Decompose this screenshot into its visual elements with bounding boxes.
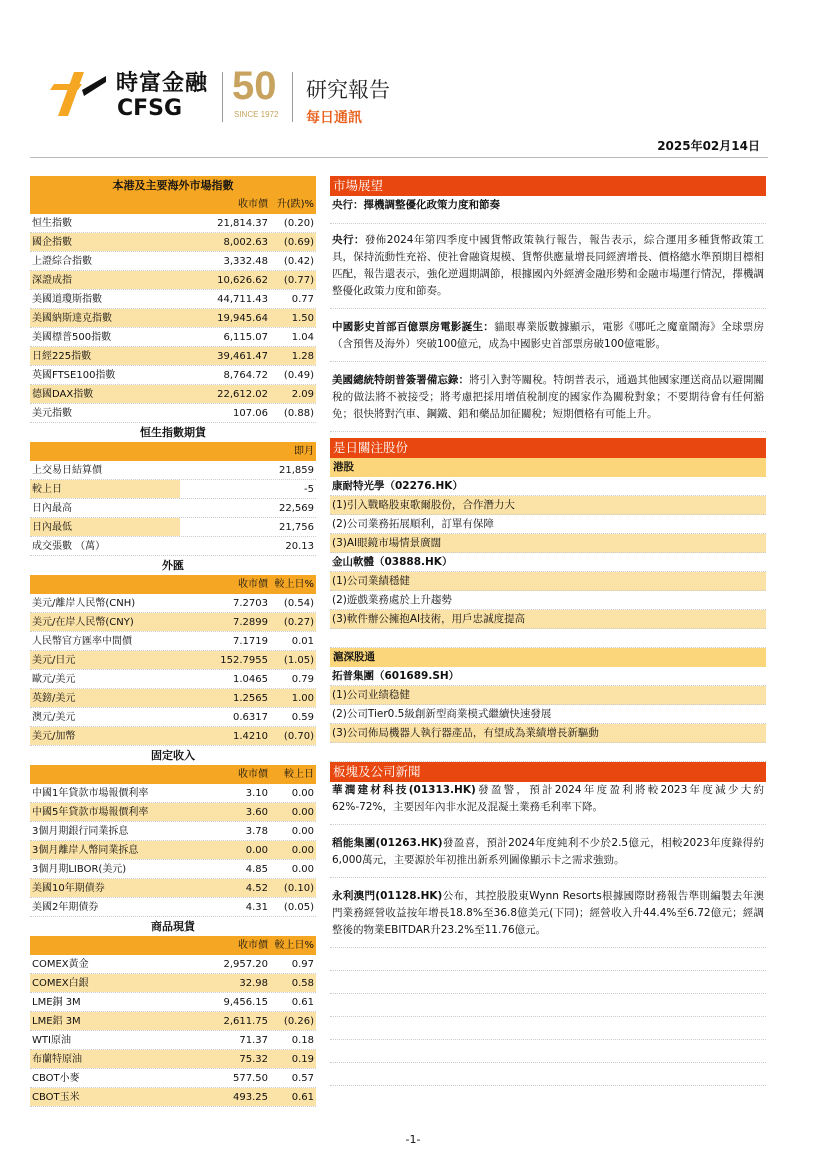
row-value: 75.32 (180, 1050, 272, 1068)
outlook-paragraph (330, 319, 766, 353)
stock-point: (3)公司佈局機器人執行器產品，有望成為業績增長新驅動 (330, 724, 766, 743)
row-value: 9,456.15 (223, 997, 268, 1008)
col-spot-month: 即月 (294, 446, 314, 457)
row-change: 0.58 (272, 974, 316, 992)
row-label: 美元/離岸人民幣(CNH) (32, 598, 136, 609)
row-change: (0.20) (283, 218, 314, 229)
fixed-income-header (30, 765, 316, 784)
col-close: 收市價 (238, 579, 268, 590)
table-row (30, 955, 316, 974)
row-change: 0.19 (272, 1050, 316, 1068)
table-row (30, 974, 316, 993)
outlook-paragraph (330, 232, 766, 300)
row-label: 上交易日結算價 (32, 465, 102, 476)
row-label: 日內最高 (32, 503, 72, 514)
col-change: 較上日% (274, 940, 314, 951)
table-row (30, 461, 316, 480)
futures-rows (30, 461, 316, 556)
row-label: 成交張數 （萬） (32, 541, 106, 552)
para-lead: 永利澳門(01128.HK) (332, 890, 443, 902)
divider (330, 423, 766, 432)
row-value: 3.10 (245, 788, 268, 799)
table-row (30, 594, 316, 613)
stock-point: (3)AI眼鏡市場情景廣闊 (330, 534, 766, 553)
col-close: 收市價 (238, 199, 268, 210)
table-row (30, 290, 316, 309)
table-row (30, 499, 316, 518)
page-number: -1- (405, 1133, 421, 1146)
row-change: 0.18 (291, 1035, 314, 1046)
row-value: 2,611.75 (180, 1012, 272, 1030)
table-row (30, 651, 316, 670)
since-1972-label: SINCE 1972 (234, 110, 279, 119)
news-paragraph (330, 888, 766, 939)
row-change: (0.70) (272, 727, 316, 745)
table-row (30, 1069, 316, 1088)
row-change: (1.05) (272, 651, 316, 669)
row-value: -5 (304, 484, 314, 495)
row-value: 21,859 (279, 465, 314, 476)
logo-chinese-name: 時富金融 (116, 71, 209, 96)
news-paragraph (330, 782, 766, 816)
table-row (30, 404, 316, 423)
stock-point: (2)公司業務拓展順利，訂單有保障 (330, 515, 766, 534)
spacer-row (330, 629, 766, 648)
row-value: 3.60 (180, 803, 272, 821)
outlook-section-title: 市場展望 (330, 176, 766, 196)
divider (330, 353, 766, 362)
row-value: 39,461.47 (180, 347, 272, 365)
header-rule (30, 157, 768, 158)
para-text: 發佈2024年第四季度中國貨幣政策執行報告，報告表示，綜合運用多種貨幣政策工具，保持流動性充裕、使社會融資規模、貨幣供應量增長同經濟增長、價格總水準預期目標相匹配，報告還表示，強化逆週期調節，根據國內外經濟金融形勢和金融市場運行情況，擇機調整優化政策力度和節奏。 (332, 234, 764, 297)
para-lead: 華潤建材科技(01313.HK) (332, 784, 476, 796)
row-value: 3.78 (245, 826, 268, 837)
divider (330, 994, 766, 1017)
report-subtitle: 每日通訊 (306, 110, 362, 126)
row-change: 0.61 (291, 997, 314, 1008)
header-divider (222, 72, 223, 122)
fixed-income-rows (30, 784, 316, 917)
fx-header (30, 575, 316, 594)
row-value: 44,711.43 (217, 294, 268, 305)
row-label: 中國5年貸款市場報價利率 (30, 803, 180, 821)
table-row (30, 347, 316, 366)
row-label: 美國10年期債券 (30, 879, 180, 897)
divider (330, 869, 766, 878)
report-title: 研究報告 (306, 78, 390, 102)
row-label: 美元/加幣 (30, 727, 180, 745)
row-value: 0.00 (180, 841, 272, 859)
row-value: 7.1719 (233, 636, 268, 647)
para-lead: 稻能集團(01263.HK) (332, 837, 443, 849)
row-change: (0.88) (283, 408, 314, 419)
stock-point: (3)軟件辦公擁抱AI技術，用戶忠誠度提高 (330, 610, 766, 629)
table-row (30, 233, 316, 252)
divider (330, 816, 766, 825)
para-lead: 美國總統特朗普簽署備忘錄： (332, 374, 469, 386)
anniversary-50-logo: 50 (232, 64, 277, 108)
col-change: 較上日% (274, 579, 314, 590)
futures-table-title: 恒生指數期貨 (30, 423, 316, 442)
row-value: 107.06 (233, 408, 268, 419)
col-close: 收市價 (238, 769, 268, 780)
row-label: 德國DAX指數 (30, 385, 180, 403)
commodities-header (30, 936, 316, 955)
table-row (30, 841, 316, 860)
divider (330, 1063, 766, 1086)
table-row (30, 271, 316, 290)
row-label: 較上日 (30, 480, 180, 498)
hk-stocks-label: 港股 (330, 458, 766, 477)
row-change: (0.26) (272, 1012, 316, 1030)
row-change: 0.59 (291, 712, 314, 723)
row-change: 0.00 (291, 826, 314, 837)
para-text: 公布，其控股股東Wynn Resorts根據國際財務報告準則編製去年澳門業務經營收益按年增長18.8%至36.8億美元(下同)；經營收入升44.4%至6.72億元；經調整後的物業EBITDAR升23.2%至11.76億元。 (332, 890, 764, 936)
row-label: LME銅 3M (32, 997, 81, 1008)
row-label: 深證成指 (30, 271, 180, 289)
table-row (30, 993, 316, 1012)
para-lead: 央行： (332, 234, 365, 246)
row-value: 20.13 (285, 541, 314, 552)
row-value: 2,957.20 (223, 959, 268, 970)
row-change: 0.57 (291, 1073, 314, 1084)
table-row (30, 670, 316, 689)
row-change: (0.10) (272, 879, 316, 897)
row-label: 美國道瓊斯指數 (32, 294, 102, 305)
row-change: 1.50 (272, 309, 316, 327)
row-label: COMEX黃金 (32, 959, 89, 970)
row-change: 0.00 (291, 788, 314, 799)
row-value: 0.6317 (233, 712, 268, 723)
stock-name: 金山軟體（03888.HK） (330, 553, 766, 572)
col-change: 升(跌)% (276, 199, 314, 210)
divider (330, 300, 766, 309)
divider (330, 939, 766, 948)
para-lead: 中國影史首部百億票房電影誕生： (332, 321, 495, 333)
row-value: 6,115.07 (223, 332, 268, 343)
table-row (30, 1088, 316, 1107)
row-label: 美元/日元 (30, 651, 180, 669)
row-label: 美國2年期債券 (32, 902, 99, 913)
table-row (30, 385, 316, 404)
table-row (30, 879, 316, 898)
stock-name: 康耐特光學（02276.HK） (330, 477, 766, 496)
row-change: (0.42) (283, 256, 314, 267)
table-row (30, 632, 316, 651)
cfsg-logo-mark-icon (48, 70, 108, 118)
connect-stocks-label: 滬深股通 (330, 648, 766, 667)
row-change: (0.69) (272, 233, 316, 251)
row-label: 中國1年貸款市場報價利率 (32, 788, 149, 799)
table-row (30, 860, 316, 879)
table-row (30, 727, 316, 746)
row-label: 3個月期銀行同業拆息 (32, 826, 129, 837)
row-value: 577.50 (233, 1073, 268, 1084)
header-divider (292, 72, 293, 122)
col-close: 收市價 (238, 940, 268, 951)
row-label: CBOT小麥 (32, 1073, 80, 1084)
row-label: 人民幣官方匯率中間價 (32, 636, 132, 647)
focus-section-title: 是日關注股份 (330, 438, 766, 458)
fx-rows (30, 594, 316, 746)
row-value: 10,626.62 (180, 271, 272, 289)
row-label: 國企指數 (30, 233, 180, 251)
row-change: 0.00 (291, 864, 314, 875)
row-value: 22,612.02 (180, 385, 272, 403)
indices-header (30, 195, 316, 214)
row-label: WTI原油 (32, 1035, 71, 1046)
row-change: (0.77) (272, 271, 316, 289)
row-value: 7.2703 (233, 598, 268, 609)
indices-rows (30, 214, 316, 423)
fixed-income-table-title: 固定收入 (30, 746, 316, 765)
para-text: 貓眼專業版數據顯示，電影《哪吒之魔童鬧海》全球票房（含預售及海外）突破100億元，成為中國影史首部票房破100億電影。 (332, 321, 765, 350)
row-value: 1.0465 (233, 674, 268, 685)
stock-point: (2)遊戲業務處於上升趨勢 (330, 591, 766, 610)
row-label: 上證綜合指數 (32, 256, 92, 267)
row-change: (0.54) (283, 598, 314, 609)
stock-point: (1)公司业绩稳健 (330, 686, 766, 705)
row-change: (0.27) (272, 613, 316, 631)
row-label: 3個月期LIBOR(美元) (32, 864, 127, 875)
para-text: 發盈警，預計2024年度盈利將較2023年度減少大約62%-72%，主要因年內非水泥及混凝土業務毛利率下降。 (332, 784, 764, 813)
row-change: 1.28 (272, 347, 316, 365)
row-label: LME鋁 3M (30, 1012, 180, 1030)
table-row (30, 1050, 316, 1069)
futures-header (30, 442, 316, 461)
row-value: 22,569 (279, 503, 314, 514)
row-change: 0.77 (291, 294, 314, 305)
row-change: 2.09 (272, 385, 316, 403)
row-label: 歐元/美元 (32, 674, 76, 685)
table-row (30, 537, 316, 556)
table-row (30, 214, 316, 233)
row-label: 美國納斯達克指數 (30, 309, 180, 327)
table-row (30, 784, 316, 803)
row-value: 4.52 (180, 879, 272, 897)
commentary-column (330, 176, 766, 1086)
row-change: 0.61 (272, 1088, 316, 1106)
row-change: 1.00 (272, 689, 316, 707)
divider (330, 948, 766, 971)
row-change: 0.00 (272, 841, 316, 859)
row-value: 4.85 (245, 864, 268, 875)
row-label: 美元指數 (32, 408, 72, 419)
logo-english-name: CFSG (117, 96, 183, 121)
table-row (30, 518, 316, 537)
row-value: 8,764.72 (223, 370, 268, 381)
table-row (30, 1012, 316, 1031)
row-value: 1.4210 (180, 727, 272, 745)
row-value: 7.2899 (180, 613, 272, 631)
news-section-title: 板塊及公司新聞 (330, 762, 766, 782)
table-row (30, 1031, 316, 1050)
para-text: 將引入對等關稅。特朗普表示，通過其他國家運送商品以避開關稅的做法將不被接受；將考慮把採用增值稅制度的國家作為關稅對象；不要期待會有任何豁免；很快將對汽車、鋼鐵、鋁和藥品加征關稅；短期價格有可能上升。 (332, 374, 765, 420)
row-value: 8,002.63 (180, 233, 272, 251)
row-label: 澳元/美元 (32, 712, 76, 723)
para-text: 發盈喜，預計2024年度純利不少於2.5億元，相較2023年度錄得約6,000萬元，主要源於年初推出新系列圖像顯示卡之需求強勁。 (332, 837, 764, 866)
fx-table-title: 外匯 (30, 556, 316, 575)
divider (330, 971, 766, 994)
spacer-row (330, 743, 766, 762)
table-row (30, 309, 316, 328)
table-row (30, 708, 316, 727)
table-row (30, 689, 316, 708)
row-value: 4.31 (245, 902, 268, 913)
news-paragraph (330, 835, 766, 869)
table-row (30, 822, 316, 841)
indices-table-title: 本港及主要海外市場指數 (30, 176, 316, 195)
row-change: 0.01 (291, 636, 314, 647)
row-value: 19,945.64 (180, 309, 272, 327)
stock-point: (1)引入戰略股東歌爾股份，合作潛力大 (330, 496, 766, 515)
row-value: 71.37 (239, 1035, 268, 1046)
row-change: 1.04 (291, 332, 314, 343)
row-label: 英鎊/美元 (30, 689, 180, 707)
table-row (30, 366, 316, 385)
commodities-rows (30, 955, 316, 1107)
row-label: 日內最低 (30, 518, 180, 536)
table-row (30, 328, 316, 347)
row-value: 1.2565 (180, 689, 272, 707)
table-row (30, 252, 316, 271)
divider (330, 1017, 766, 1040)
commodities-table-title: 商品現貨 (30, 917, 316, 936)
row-label: 3個月離岸人幣同業拆息 (30, 841, 180, 859)
col-change: 較上日 (284, 769, 314, 780)
row-value: 32.98 (180, 974, 272, 992)
divider (330, 215, 766, 224)
row-label: 美元/在岸人民幣(CNY) (30, 613, 180, 631)
outlook-paragraph (330, 372, 766, 423)
row-change: 0.79 (291, 674, 314, 685)
row-label: 恒生指數 (32, 218, 72, 229)
row-change: 0.97 (291, 959, 314, 970)
row-value: 21,756 (279, 522, 314, 533)
table-row (30, 803, 316, 822)
row-value: 493.25 (180, 1088, 272, 1106)
table-row (30, 613, 316, 632)
stock-name: 拓普集團（601689.SH） (330, 667, 766, 686)
market-data-column (30, 176, 316, 1107)
stock-point: (2)公司Tier0.5級創新型商業模式繼續快速發展 (330, 705, 766, 724)
row-label: 布蘭特原油 (30, 1050, 180, 1068)
outlook-headline: 央行：擇機調整優化政策力度和節奏 (332, 199, 500, 211)
table-row (30, 480, 316, 499)
row-label: 英國FTSE100指數 (32, 370, 116, 381)
row-label: CBOT玉米 (30, 1088, 180, 1106)
row-value: 3,332.48 (223, 256, 268, 267)
divider (330, 1040, 766, 1063)
table-row (30, 898, 316, 917)
row-change: (0.49) (283, 370, 314, 381)
row-label: COMEX白銀 (30, 974, 180, 992)
row-label: 日經225指數 (30, 347, 180, 365)
row-value: 21,814.37 (217, 218, 268, 229)
stock-point: (1)公司業績穩健 (330, 572, 766, 591)
row-value: 152.7955 (180, 651, 272, 669)
report-date: 2025年02月14日 (657, 139, 760, 153)
row-label: 美國標普500指數 (32, 332, 112, 343)
row-change: 0.00 (272, 803, 316, 821)
row-change: (0.05) (283, 902, 314, 913)
